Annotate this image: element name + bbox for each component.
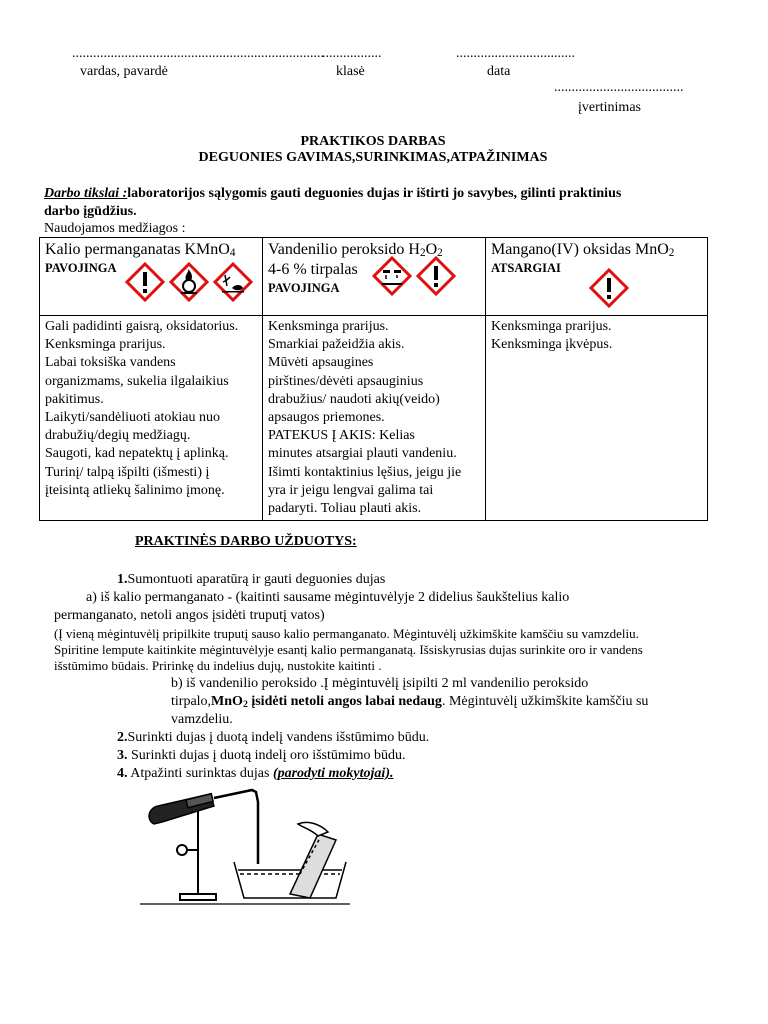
task-1b-line1: b) iš vandenilio peroksido .Į mėgintuvėlį įsipilti 2 ml vandenilio peroksido <box>171 676 589 691</box>
goal-text-2: darbo įgūdžius. <box>44 204 137 219</box>
task-1a-line1: a) iš kalio permanganato - (kaitinti sausame mėgintuvėlyje 2 didelius šaukštelius kalio <box>86 590 570 605</box>
exclamation-icon <box>416 256 456 296</box>
hazard-line: apsaugos priemones. <box>268 410 385 426</box>
hazards-h2o2 <box>263 316 486 521</box>
hazard-line: Saugoti, kad nepatektų į aplinką. <box>45 446 229 462</box>
hazard-line: Turinį/ talpą išpilti (išmesti) į <box>45 464 210 480</box>
reagents-hazard-row <box>40 316 708 521</box>
reagent-warning: ATSARGIAI <box>491 261 561 275</box>
title-line1: PRAKTIKOS DARBAS <box>300 134 446 149</box>
task-1a-note3: išstūmimo būdais. Pririnkę du indelius dujų, nustokite kaitinti . <box>54 658 382 673</box>
hazards-kmno4 <box>40 316 263 521</box>
hazard-line: padaryti. Toliau plauti akis. <box>268 501 422 517</box>
reagent-name: Kalio permanganatas KMnO$_4$ <box>45 241 236 259</box>
hazard-line: įteisintą atliekų šalinimo įmonę. <box>45 482 225 498</box>
hazard-line: Kenksminga prarijus. <box>491 319 612 334</box>
hazard-line: Gali padidinti gaisrą, oksidatorius. <box>45 319 239 334</box>
hazard-line: yra ir jeigu lengvai galima tai <box>268 482 434 498</box>
task-3: 3. Surinkti dujas į duotą indelį oro išstūmimo būdu. <box>117 748 406 763</box>
hazard-line: pakitimus. <box>45 391 104 407</box>
environment-icon <box>213 262 253 302</box>
date-label: data <box>487 64 511 79</box>
goal-line1 <box>44 186 621 202</box>
hazard-line: Kenksminga įkvėpus. <box>491 337 613 353</box>
task-4: 4. Atpažinti surinktas dujas (parodyti mokytojai). <box>117 766 394 781</box>
hazard-line: Kenksminga prarijus. <box>268 319 389 334</box>
class-label: klasė <box>336 64 365 79</box>
task-1a-note2: Spiritine lempute kaitinkite mėgintuvėlyje esantį kalio permanganatą. Išsiskyrusias dujas surinkite oro ir vandens <box>54 642 643 657</box>
hazard-line: Išimti kontaktinius lęšius, jeigu jie <box>268 464 462 480</box>
tasks-heading: PRAKTINĖS DARBO UŽDUOTYS: <box>135 534 357 549</box>
task-1a-line2: permanganato, netoli angos įsidėti truputį vatos) <box>54 608 325 623</box>
test-tube <box>149 790 258 864</box>
reagents-table <box>39 237 708 521</box>
lab-apparatus-illustration <box>140 784 350 906</box>
reagents-header-row <box>40 238 708 316</box>
reagent-cell-h2o2 <box>263 238 486 316</box>
reagent-name: Mangano(IV) oksidas MnO$_2$ <box>491 241 675 259</box>
hazard-line: pirštines/dėvėti apsauginius <box>268 373 424 389</box>
hazard-line: minutes atsargiai plauti vandeniu. <box>268 446 457 462</box>
pictograms <box>589 268 702 308</box>
task-2: 2.Surinkti dujas į duotą indelį vandens išstūmimo būdu. <box>117 730 430 745</box>
hazard-line: drabužius/ naudoti akių(veido) <box>268 391 440 407</box>
hazard-line: Kenksminga prarijus. <box>45 337 166 353</box>
task-1a-note1: (Į vieną mėgintuvėlį pripilkite truputį sauso kalio permanganato. Mėgintuvėlį užkimškite kamščiu su vamzdeliu. <box>54 626 639 641</box>
task-1b-line3: vamzdeliu. <box>171 712 233 727</box>
oxidizer-flame-icon <box>169 262 209 302</box>
hazard-line: Smarkiai pažeidžia akis. <box>268 337 405 353</box>
collecting-cylinder <box>290 822 336 898</box>
hazard-line: Labai toksiška vandens <box>45 355 176 371</box>
date-dots: .................................. <box>456 46 575 61</box>
task-1: 1.Sumontuoti aparatūrą ir gauti deguonies dujas <box>117 572 386 587</box>
task-1b-line2: tirpalo,MnO$_2$ įsidėti netoli angos labai nedaug. Mėgintuvėlį užkimškite kamščiu su <box>171 694 649 710</box>
reagent-warning: PAVOJINGA <box>268 281 340 295</box>
materials-label: Naudojamos medžiagos : <box>44 221 186 236</box>
exclamation-icon <box>589 268 629 308</box>
reagent-concentration: 4-6 % tirpalas <box>268 261 358 278</box>
title-line2: DEGUONIES GAVIMAS,SURINKIMAS,ATPAŽINIMAS <box>198 150 548 165</box>
class-dots: ................. <box>322 46 382 61</box>
hazard-line: drabužių/degių medžiagų. <box>45 428 191 444</box>
hazards-mno2 <box>486 316 708 521</box>
reagent-cell-mno2 <box>486 238 708 316</box>
corrosion-icon <box>372 256 412 296</box>
name-dots: ........................................................................ <box>72 46 324 61</box>
hazard-line: Laikyti/sandėliuoti atokiau nuo <box>45 410 220 426</box>
hazard-line: Mūvėti apsaugines <box>268 355 374 371</box>
reagent-name: Vandenilio peroksido $H_2O_2$ <box>268 241 443 259</box>
grade-label: įvertinimas <box>578 100 641 115</box>
reagent-cell-kmno4 <box>40 238 263 316</box>
hazard-line: PATEKUS Į AKIS: Kelias <box>268 428 415 444</box>
exclamation-icon <box>125 262 165 302</box>
hazard-line: organizmams, sukelia ilgalaikius <box>45 373 229 389</box>
name-label: vardas, pavardė <box>80 64 168 79</box>
reagent-warning: PAVOJINGA <box>45 261 117 275</box>
goal-text-1: laboratorijos sąlygomis gauti deguonies dujas ir ištirti jo savybes, gilinti praktinius <box>127 186 622 201</box>
goal-label: Darbo tikslai : <box>44 186 128 201</box>
pictograms <box>125 262 257 302</box>
grade-dots: ..................................... <box>554 80 684 95</box>
pictograms <box>372 256 480 296</box>
